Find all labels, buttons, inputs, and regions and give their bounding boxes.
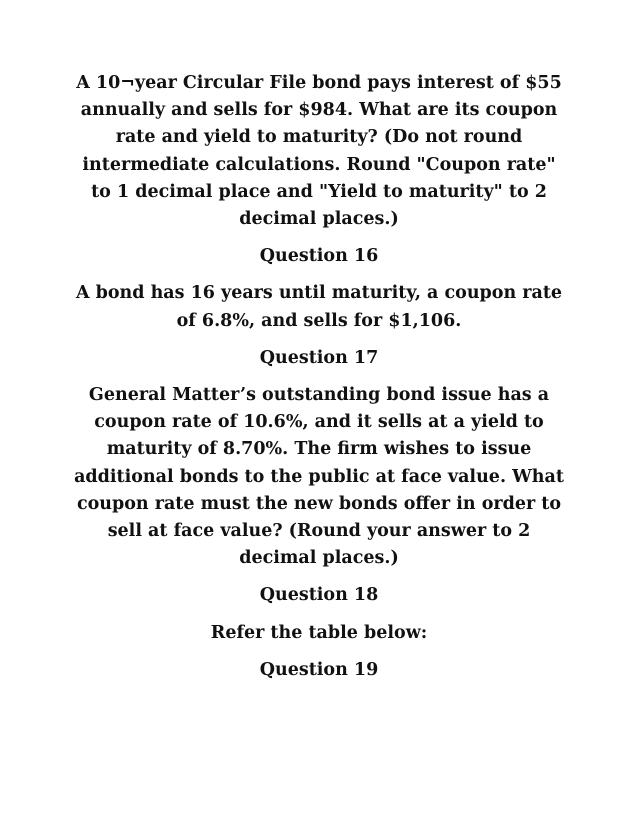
document-body <box>72 70 566 694</box>
question-15-text: A 10¬year Circular File bond pays interest of $55 annually and sells for $984. What are its coupon rate and yield to maturity? (Do not round intermediate calculations. Round "Coupon rate" to 1 decimal place and "Yield to maturity" to 2 decimal places.) <box>76 73 562 230</box>
question-16-text: A bond has 16 years until maturity, a coupon rate of 6.8%, and sells for $1,106. <box>75 283 563 331</box>
question-19-heading: Question 19 <box>259 659 379 680</box>
question-18-text: Refer the table below: <box>210 622 428 643</box>
question-18-heading: Question 18 <box>259 585 379 606</box>
question-17-text: General Matter’s outstanding bond issue has a coupon rate of 10.6%, and it sells at a yield to maturity of 8.70%. The firm wishes to issue additional bonds to the public at face value. What coupon rate must the new bonds offer in order to sell at face value? (Round your answer to 2 decimal places.) <box>74 385 564 569</box>
question-16-heading: Question 16 <box>259 246 379 267</box>
question-17-heading: Question 17 <box>259 347 379 368</box>
